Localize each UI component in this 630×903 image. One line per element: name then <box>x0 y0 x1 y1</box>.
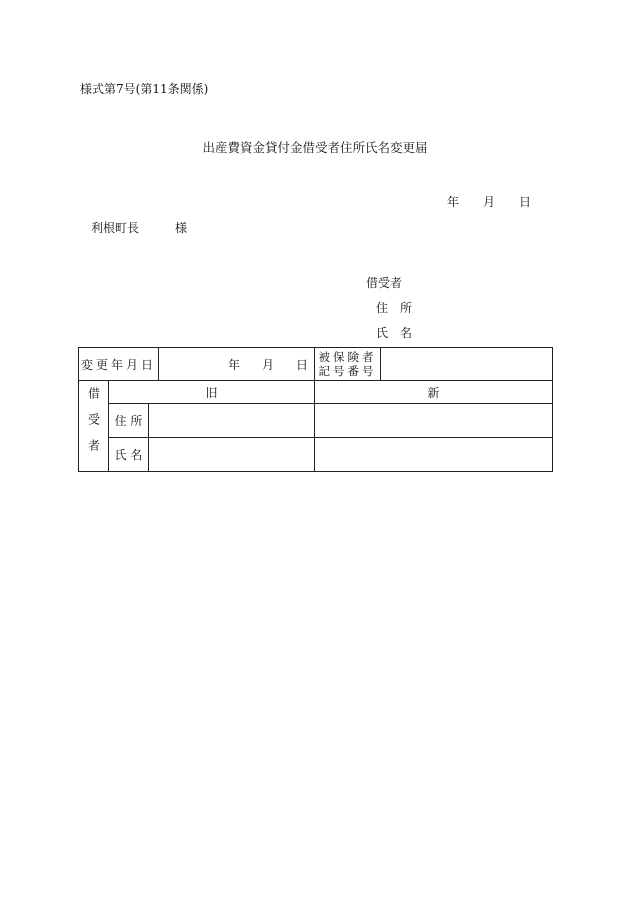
change-form-table <box>78 347 553 472</box>
document-title: 出産費資金貸付金借受者住所氏名変更届 <box>202 140 428 155</box>
address-row <box>79 404 553 438</box>
insured-number-label <box>315 348 381 381</box>
date-year-label: 年 <box>447 195 460 209</box>
name-row-label: 氏 名 <box>109 438 149 472</box>
old-name-field[interactable] <box>149 438 315 472</box>
form-number-label: 様式第7号(第11条関係) <box>80 82 209 96</box>
change-date-row <box>79 348 553 381</box>
new-name-field[interactable] <box>315 438 553 472</box>
borrower-name-label: 氏 名 <box>376 326 413 340</box>
old-address-field[interactable] <box>149 404 315 438</box>
insured-label-line1: 被保険者 <box>318 350 377 364</box>
address-row-label: 住 所 <box>109 404 149 438</box>
change-day-label: 日 <box>296 357 309 372</box>
addressee-name: 利根町長 <box>91 221 140 235</box>
date-month-label: 月 <box>483 195 496 209</box>
borrower-vertical-label: 借受者 <box>79 381 109 472</box>
addressee-honorific: 様 <box>175 221 188 235</box>
change-year-label: 年 <box>227 357 240 372</box>
new-address-field[interactable] <box>315 404 553 438</box>
change-month-label: 月 <box>262 357 275 372</box>
addressee <box>91 219 187 236</box>
name-row <box>79 438 553 472</box>
date-day-label: 日 <box>519 195 532 209</box>
header-row <box>79 381 553 404</box>
change-date-field[interactable] <box>159 348 315 381</box>
insured-number-field[interactable] <box>381 348 553 381</box>
insured-label-line2: 記号番号 <box>318 364 377 378</box>
borrower-heading: 借受者 <box>366 276 403 290</box>
submission-date <box>447 193 531 210</box>
borrower-address-label: 住 所 <box>376 301 413 315</box>
old-column-header: 旧 <box>109 381 315 404</box>
change-date-label: 変更年月日 <box>79 348 159 381</box>
new-column-header: 新 <box>315 381 553 404</box>
